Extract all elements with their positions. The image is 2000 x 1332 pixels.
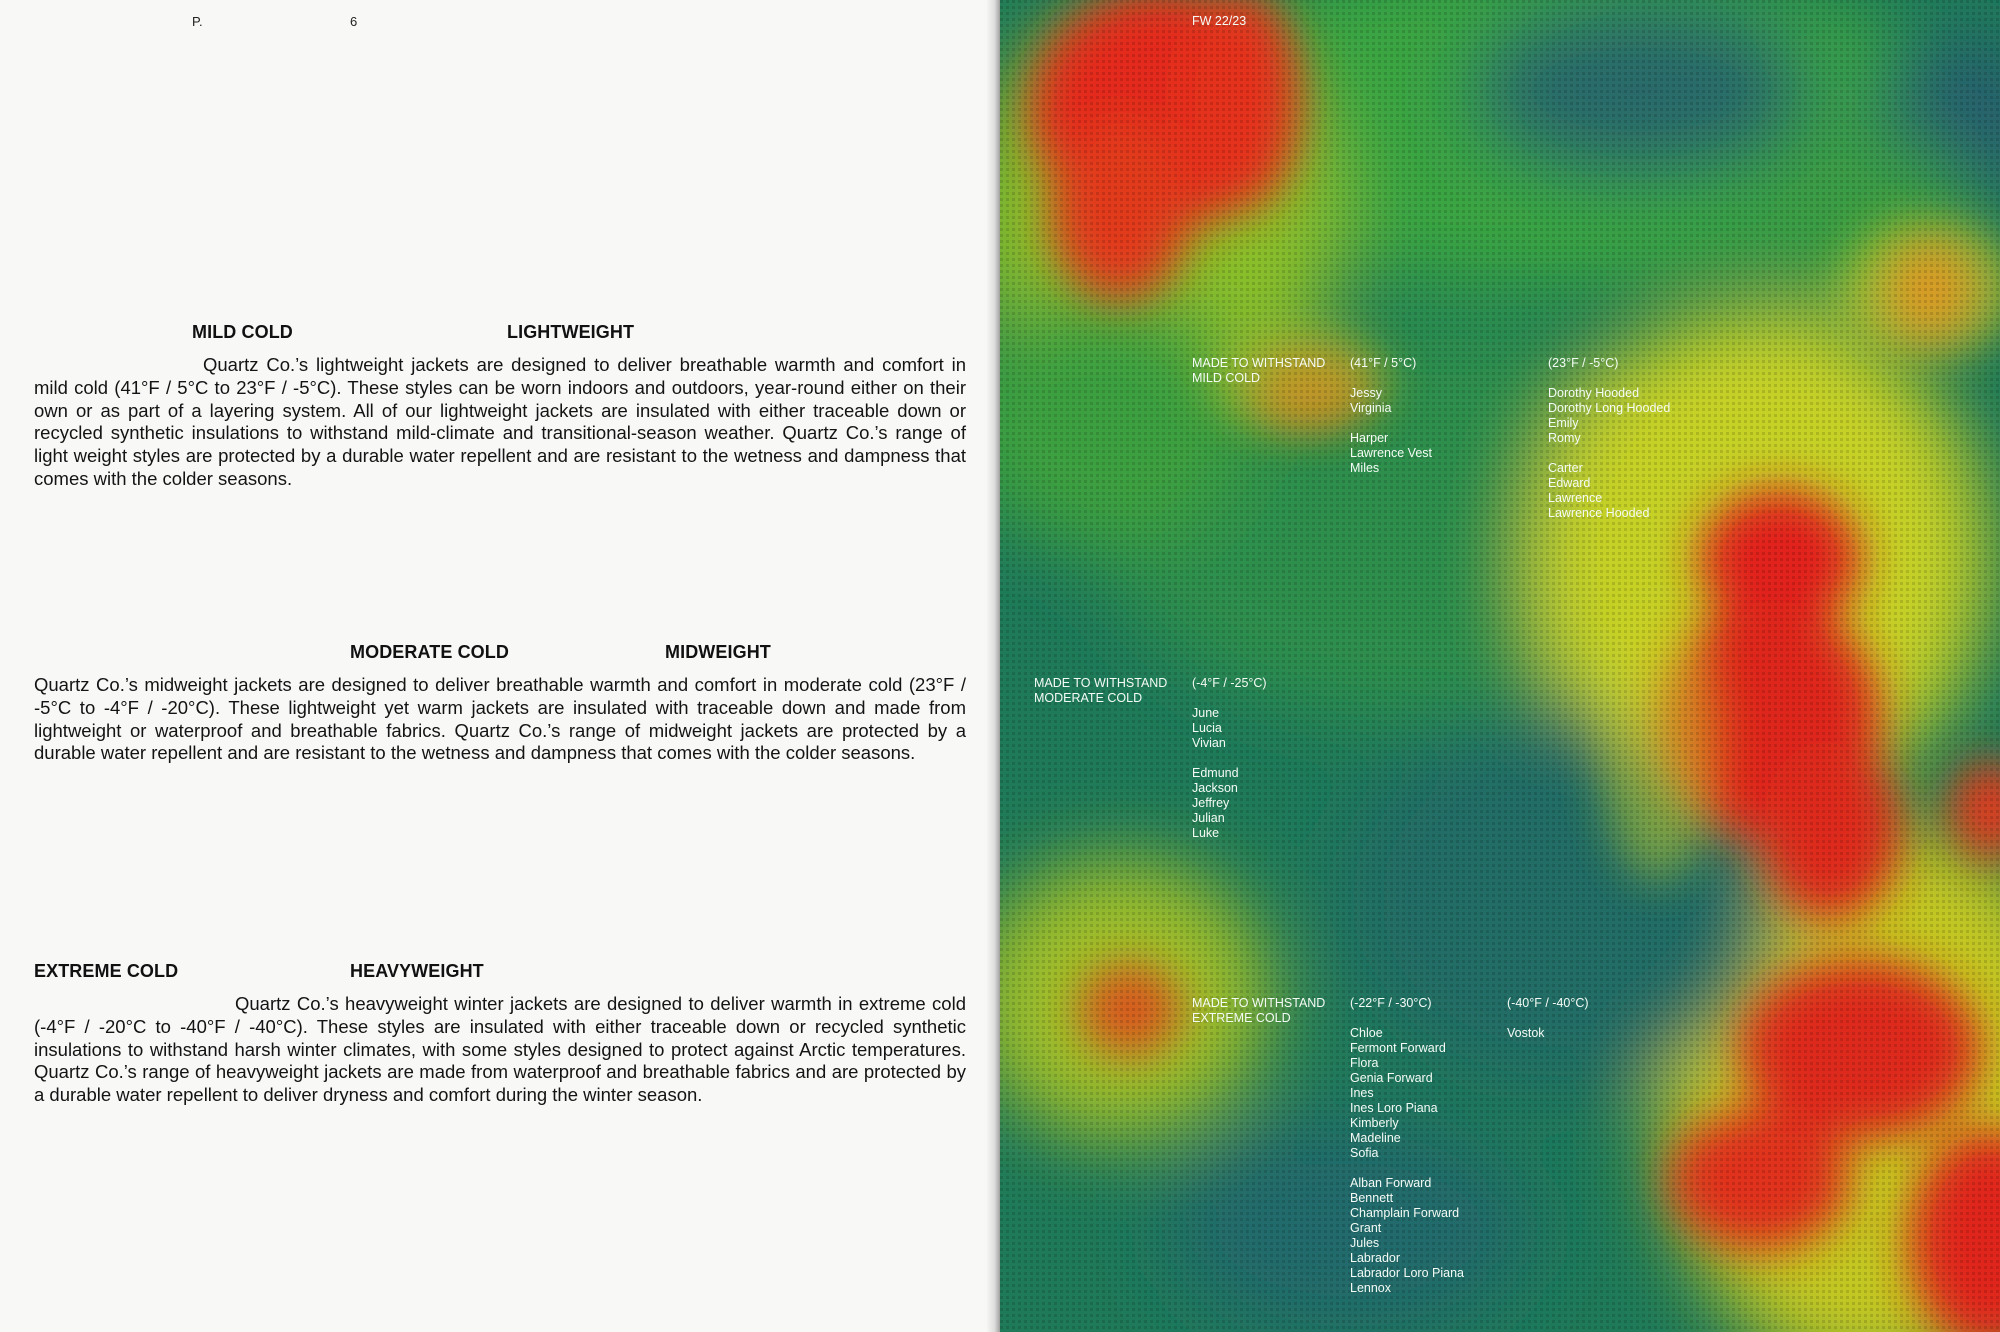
temperature-label: (41°F / 5°C) — [1350, 356, 1417, 370]
jacket-name: Dorothy Long Hooded — [1548, 401, 1671, 415]
jacket-name: Grant — [1350, 1221, 1382, 1235]
mild-col1-list — [1350, 356, 1432, 476]
jacket-name: June — [1192, 706, 1220, 720]
jacket-name: Virginia — [1350, 401, 1392, 415]
jacket-name: Vivian — [1192, 736, 1226, 750]
section-condition-heading: EXTREME COLD — [34, 961, 179, 981]
jacket-name: Edmund — [1192, 766, 1239, 780]
temperature-label: (23°F / -5°C) — [1548, 356, 1619, 370]
page-number: 6 — [350, 14, 358, 29]
jacket-name: Ines — [1350, 1086, 1374, 1100]
jacket-name: Carter — [1548, 461, 1583, 475]
jacket-name: Bennett — [1350, 1191, 1394, 1205]
moderate-cold-heading: MADE TO WITHSTAND MODERATE COLD — [1034, 676, 1168, 705]
section-weight-heading: LIGHTWEIGHT — [507, 322, 635, 342]
mild-cold-heading: MADE TO WITHSTAND MILD COLD — [1192, 356, 1326, 385]
moderate-list — [1192, 676, 1267, 841]
section-body-text: Quartz Co.’s lightweight jackets are designed to deliver breathable warmth and comfort in mild cold (41°F / 5°C to 23°F / -5°C). These styles can be worn indoors and outdoors, year-round either on their own or as part of a layering system. All of our lightweight jackets are insulated with either traceable down or recycled synthetic insulations to withstand mild-climate and transitional-season weather. Quartz Co.’s range of light weight styles are protected by a durable water repellent and are resistant to the wetness and dampness that comes with the colder seasons. — [34, 354, 966, 489]
jacket-name: Emily — [1548, 416, 1579, 430]
thermal-heatmap-image — [1000, 0, 2000, 1332]
jacket-name: Sofia — [1350, 1146, 1379, 1160]
mild-col2-list — [1548, 356, 1670, 521]
section-condition-heading: MODERATE COLD — [350, 642, 509, 662]
section-condition-heading: MILD COLD — [192, 322, 293, 342]
section-body-text: Quartz Co.’s heavyweight winter jackets are designed to deliver warmth in extreme cold (-4°F / -20°C to -40°F / -40°C). These styles are insulated with either traceable down or recycled synthetic insulations to withstand harsh winter climates, with some styles designed to protect against Arctic temperatures. Quartz Co.’s range of heavyweight jackets are made from waterproof and breathable fabrics and are protected by a durable water repellent to deliver dryness and comfort during the winter season. — [34, 993, 966, 1106]
jacket-name: Kimberly — [1350, 1116, 1399, 1130]
season-label: FW 22/23 — [1192, 14, 1247, 28]
extreme-col2-list — [1507, 996, 1589, 1041]
page-label: P. — [192, 14, 203, 29]
jacket-name: Champlain Forward — [1350, 1206, 1460, 1220]
jacket-name: Miles — [1350, 461, 1380, 475]
jacket-name: Jules — [1350, 1236, 1380, 1250]
jacket-name: Genia Forward — [1350, 1071, 1433, 1085]
jacket-name: Lawrence — [1548, 491, 1603, 505]
jacket-name: Lennox — [1350, 1281, 1392, 1295]
jacket-name: Romy — [1548, 431, 1581, 445]
section-body-text: Quartz Co.’s midweight jackets are designed to deliver breathable warmth and comfort in moderate cold (23°F / -5°C to -4°F / -20°C). These lightweight yet warm jackets are insulated with traceable down and made from lightweight or waterproof and breathable fabrics. Quartz Co.’s range of midweight jackets are protected by a durable water repellent and are resistant to the wetness and dampness that comes with the colder seasons. — [34, 674, 966, 764]
jacket-name: Vostok — [1507, 1026, 1545, 1040]
section-weight-heading: HEAVYWEIGHT — [350, 961, 484, 981]
jacket-name: Luke — [1192, 826, 1220, 840]
right-page-heatmap — [1000, 0, 2000, 1332]
jacket-name: Chloe — [1350, 1026, 1383, 1040]
jacket-name: Edward — [1548, 476, 1591, 490]
jacket-name: Jeffrey — [1192, 796, 1230, 810]
jacket-name: Flora — [1350, 1056, 1379, 1070]
jacket-name: Madeline — [1350, 1131, 1401, 1145]
temperature-label: (-40°F / -40°C) — [1507, 996, 1589, 1010]
jacket-name: Jackson — [1192, 781, 1238, 795]
jacket-name: Lawrence Hooded — [1548, 506, 1650, 520]
jacket-name: Fermont Forward — [1350, 1041, 1446, 1055]
jacket-name: Harper — [1350, 431, 1389, 445]
jacket-name: Julian — [1192, 811, 1225, 825]
section-weight-heading: MIDWEIGHT — [665, 642, 771, 662]
extreme-cold-heading: MADE TO WITHSTAND EXTREME COLD — [1192, 996, 1326, 1025]
jacket-name: Lucia — [1192, 721, 1222, 735]
extreme-col1-list — [1350, 996, 1464, 1296]
jacket-name: Jessy — [1350, 386, 1382, 400]
jacket-name: Labrador Loro Piana — [1350, 1266, 1464, 1280]
jacket-name: Ines Loro Piana — [1350, 1101, 1438, 1115]
book-spine-shadow — [986, 0, 1000, 1332]
temperature-label: (-22°F / -30°C) — [1350, 996, 1432, 1010]
left-page — [0, 0, 999, 1332]
jacket-name: Labrador — [1350, 1251, 1401, 1265]
temperature-label: (-4°F / -25°C) — [1192, 676, 1267, 690]
jacket-name: Alban Forward — [1350, 1176, 1432, 1190]
jacket-name: Dorothy Hooded — [1548, 386, 1640, 400]
jacket-name: Lawrence Vest — [1350, 446, 1432, 460]
